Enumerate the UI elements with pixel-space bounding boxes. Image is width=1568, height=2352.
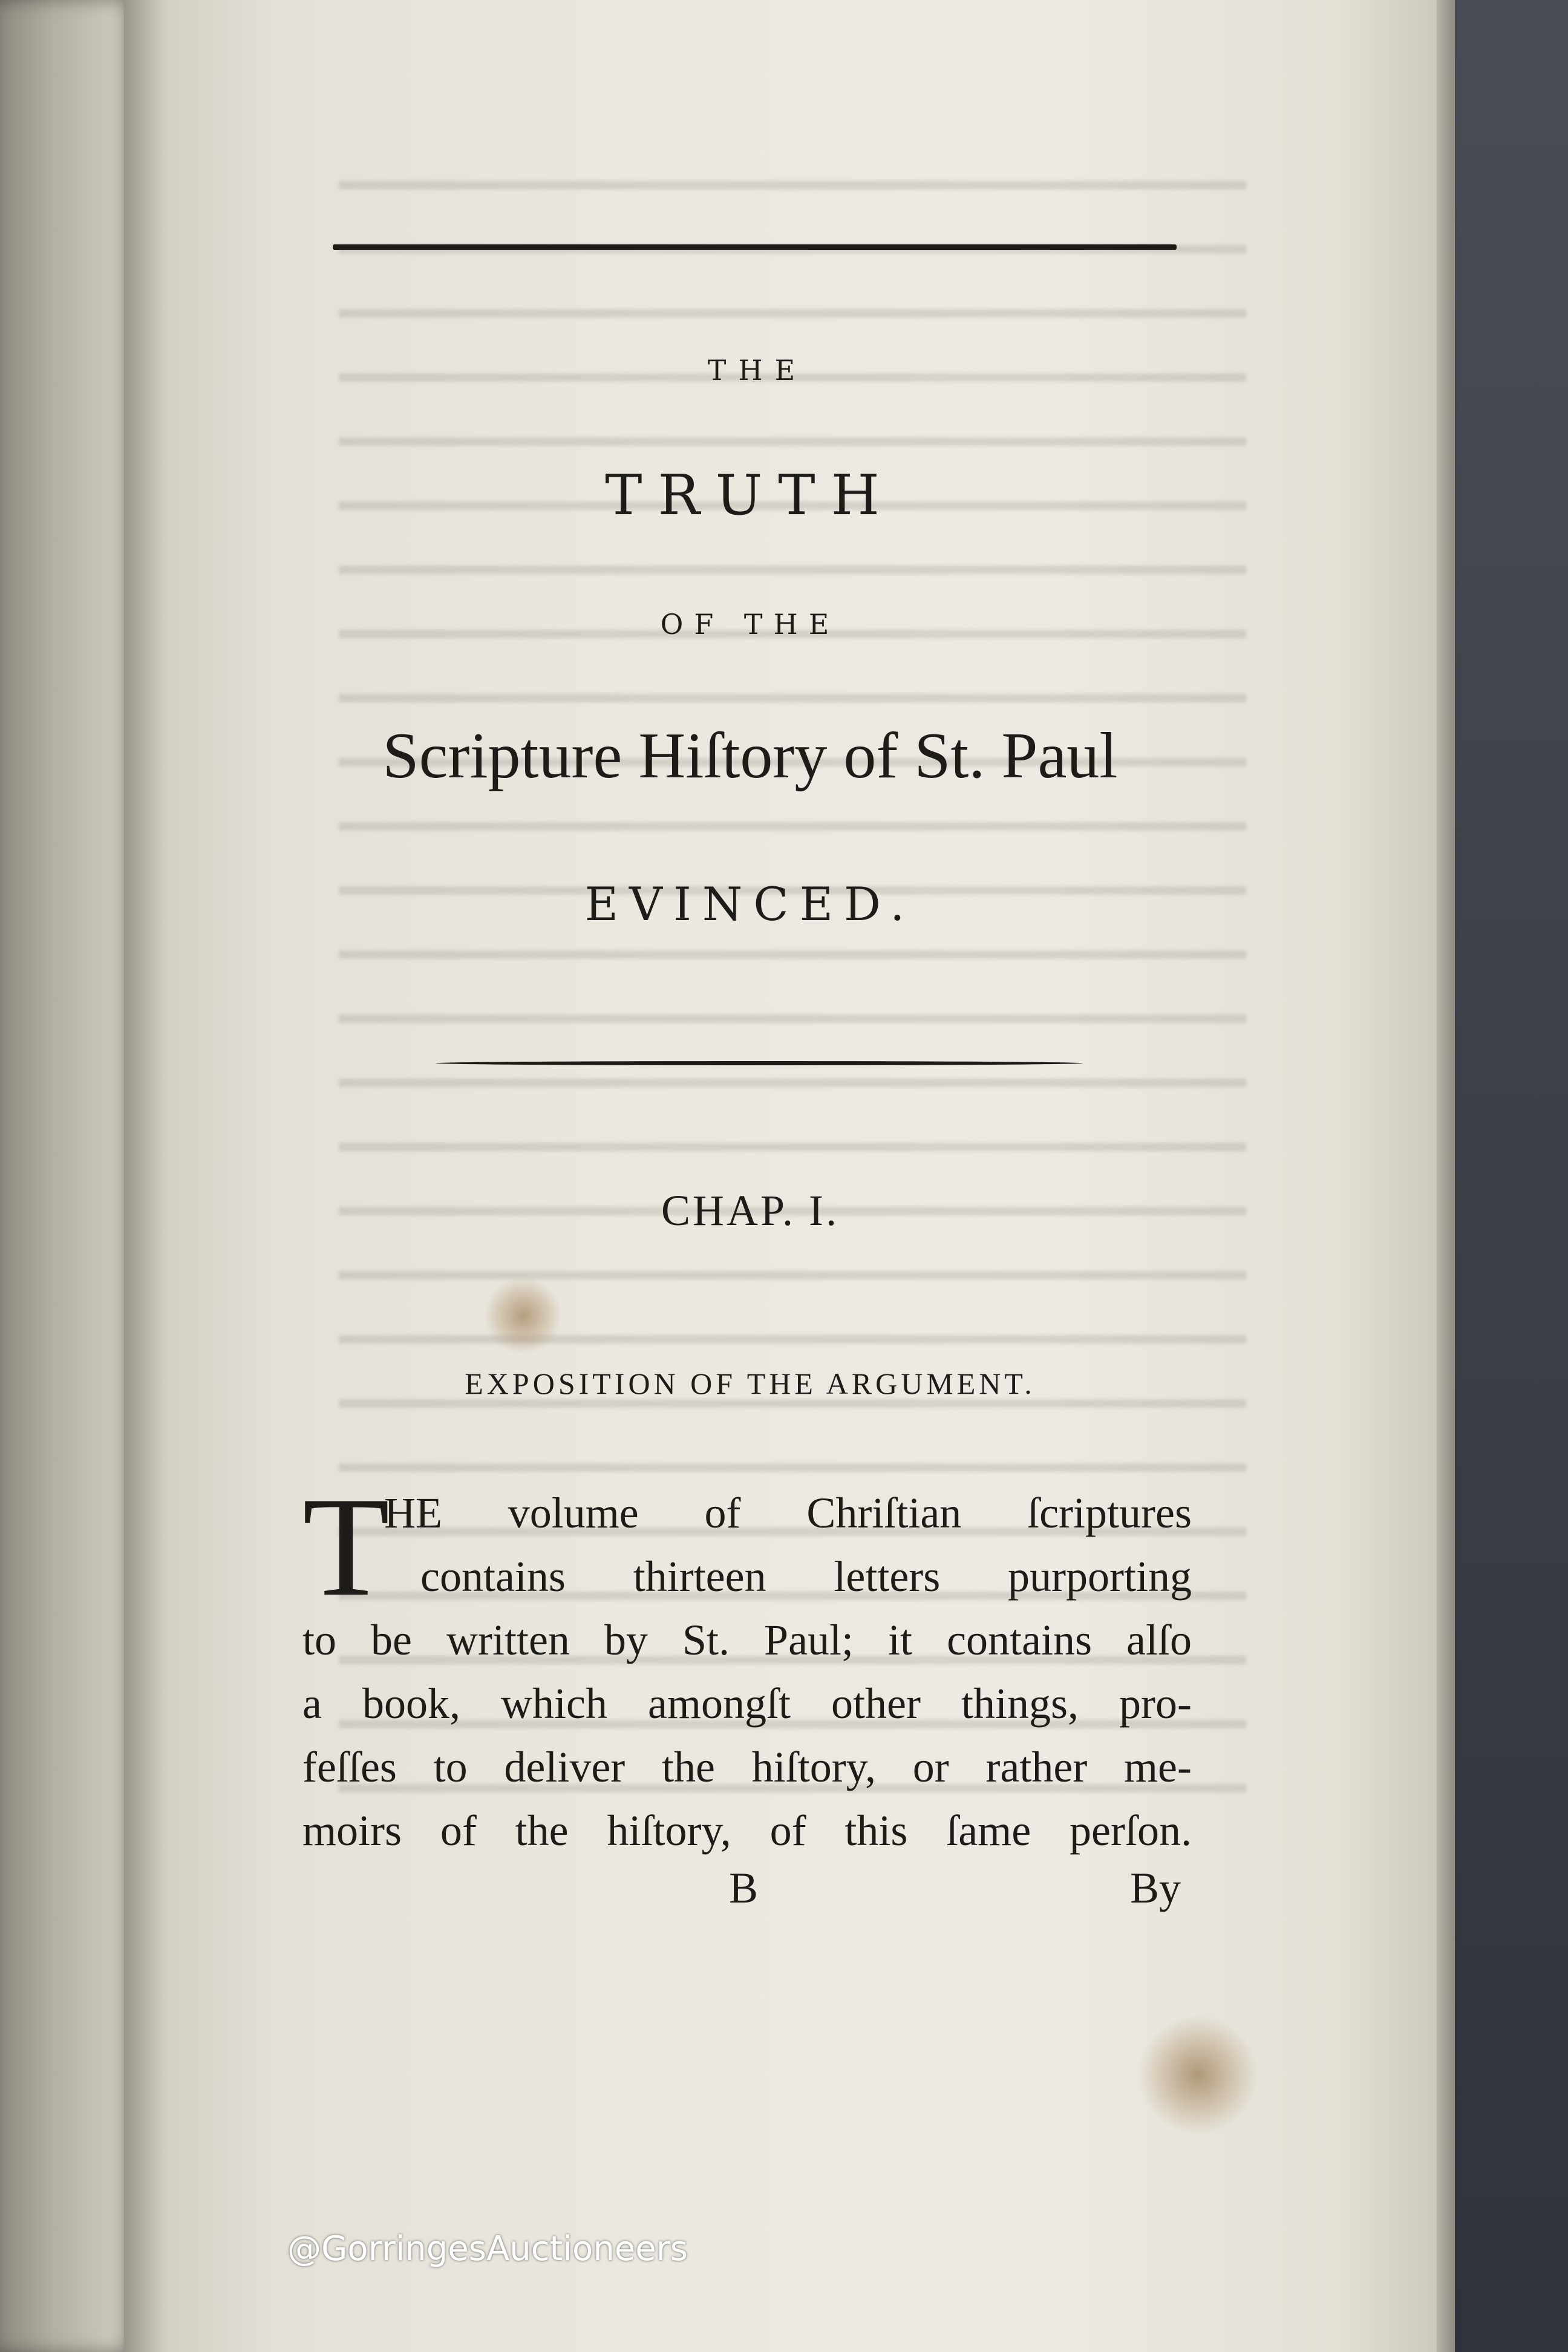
body-line: a book, which amongſt other things, pro- [302,1679,1192,1728]
watermark: @GorringesAuctioneers [287,2229,688,2269]
page-fore-edge [1437,0,1455,2352]
foxing-spot [1137,2014,1258,2135]
heading-of-the: OF THE [660,608,840,641]
gutter-shadow [124,0,166,2352]
section-title: EXPOSITION OF THE ARGUMENT. [465,1367,1036,1400]
heading-the: THE [707,354,808,387]
body-line: contains thirteen letters purporting [420,1552,1192,1601]
heading-truth: TRUTH [605,463,895,528]
book-title: Scripture Hiſtory of St. Paul [382,720,1118,792]
drop-cap: T [302,1468,390,1626]
body-line: to be written by St. Paul; it contains alſo [302,1616,1192,1664]
signature-mark: B [729,1864,759,1912]
chapter-heading: CHAP. I. [661,1186,840,1235]
top-rule [333,244,1177,250]
catchword: By [1130,1864,1181,1912]
middle-rule [436,1061,1083,1065]
foxing-spot [484,1276,563,1355]
body-line: moirs of the hiſtory, of this ſame perſon. [302,1806,1192,1855]
body-line: HE volume of Chriſtian ſcriptures [384,1489,1192,1537]
heading-evinced: EVINCED. [584,877,916,931]
body-line: feſſes to deliver the hiſtory, or rather me- [302,1743,1192,1791]
